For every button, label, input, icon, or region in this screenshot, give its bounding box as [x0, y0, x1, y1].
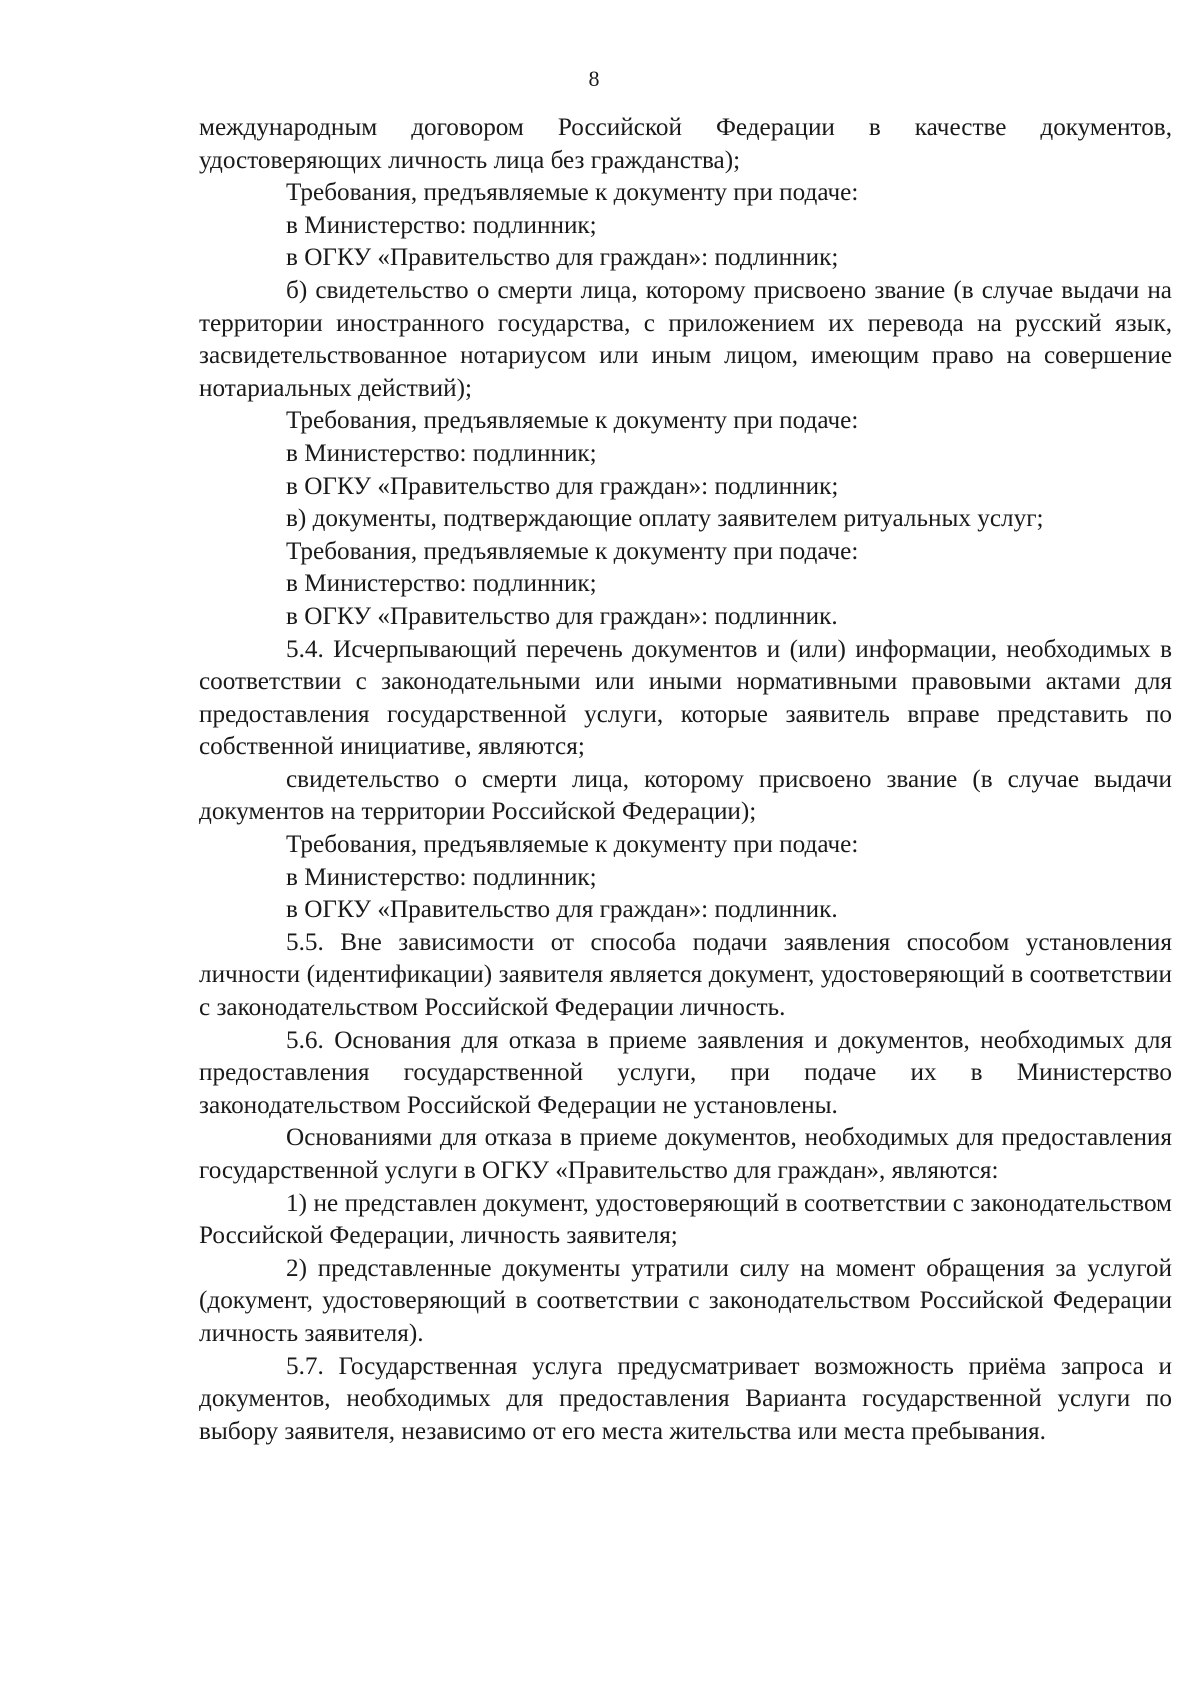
paragraph: в ОГКУ «Правительство для граждан»: подлинник. — [286, 602, 838, 630]
paragraph: в Министерство: подлинник; — [286, 863, 597, 891]
section-paragraph-5-5: 5.5. Вне зависимости от способа подачи заявления способом установления личности (идентификации) заявителя является документ, удостоверяющий в соответствии с законодательством Российской Федерации личность. — [199, 928, 1172, 1022]
paragraph: свидетельство о смерти лица, которому присвоено звание (в случае выдачи документов на территории Российской Федерации); — [199, 765, 1172, 826]
section-paragraph-5-7: 5.7. Государственная услуга предусматривает возможность приёма запроса и документов, необходимых для предоставления Варианта государственной услуги по выбору заявителя, независимо от его места жительства или места пребывания. — [199, 1352, 1172, 1445]
paragraph: б) свидетельство о смерти лица, которому присвоено звание (в случае выдачи на территории иностранного государства, с приложением их перевода на русский язык, засвидетельствованное нотариусом или иным лицом, имеющим право на совершение нотариальных действий); — [199, 276, 1172, 402]
paragraph: Требования, предъявляемые к документу при подаче: — [286, 407, 859, 435]
paragraph: Требования, предъявляемые к документу при подаче: — [286, 537, 859, 565]
section-paragraph-5-4: 5.4. Исчерпывающий перечень документов и (или) информации, необходимых в соответствии с законодательными или иными нормативными правовыми актами для предоставления государственной услуги, которые заявитель вправе представить по собственной инициативе, являются; — [199, 635, 1172, 761]
document-body — [199, 112, 1172, 1448]
paragraph-continuation: международным договором Российской Федерации в качестве документов, удостоверяющих личность лица без гражданства); — [199, 114, 1172, 174]
paragraph: Требования, предъявляемые к документу при подаче: — [286, 831, 859, 859]
paragraph: Требования, предъявляемые к документу при подаче: — [286, 179, 859, 207]
paragraph: в ОГКУ «Правительство для граждан»: подлинник; — [286, 244, 839, 272]
paragraph: в ОГКУ «Правительство для граждан»: подлинник. — [286, 896, 838, 924]
paragraph: в) документы, подтверждающие оплату заявителем ритуальных услуг; — [286, 505, 1044, 533]
section-paragraph-5-6: 5.6. Основания для отказа в приеме заявления и документов, необходимых для предоставления государственной услуги, при подаче их в Министерство законодательством Российской Федерации не установлены. — [199, 1026, 1172, 1119]
list-item: 1) не представлен документ, удостоверяющий в соответствии с законодательством Российской Федерации, личность заявителя; — [199, 1189, 1172, 1250]
paragraph: в Министерство: подлинник; — [286, 439, 597, 467]
paragraph: в ОГКУ «Правительство для граждан»: подлинник; — [286, 472, 839, 500]
list-item: 2) представленные документы утратили силу на момент обращения за услугой (документ, удостоверяющий в соответствии с законодательством Российской Федерации личность заявителя). — [199, 1254, 1172, 1347]
paragraph: в Министерство: подлинник; — [286, 570, 597, 598]
page-number: 8 — [588, 66, 600, 91]
paragraph: в Министерство: подлинник; — [286, 211, 597, 239]
paragraph: Основаниями для отказа в приеме документов, необходимых для предоставления государственной услуги в ОГКУ «Правительство для граждан», являются: — [199, 1124, 1172, 1184]
